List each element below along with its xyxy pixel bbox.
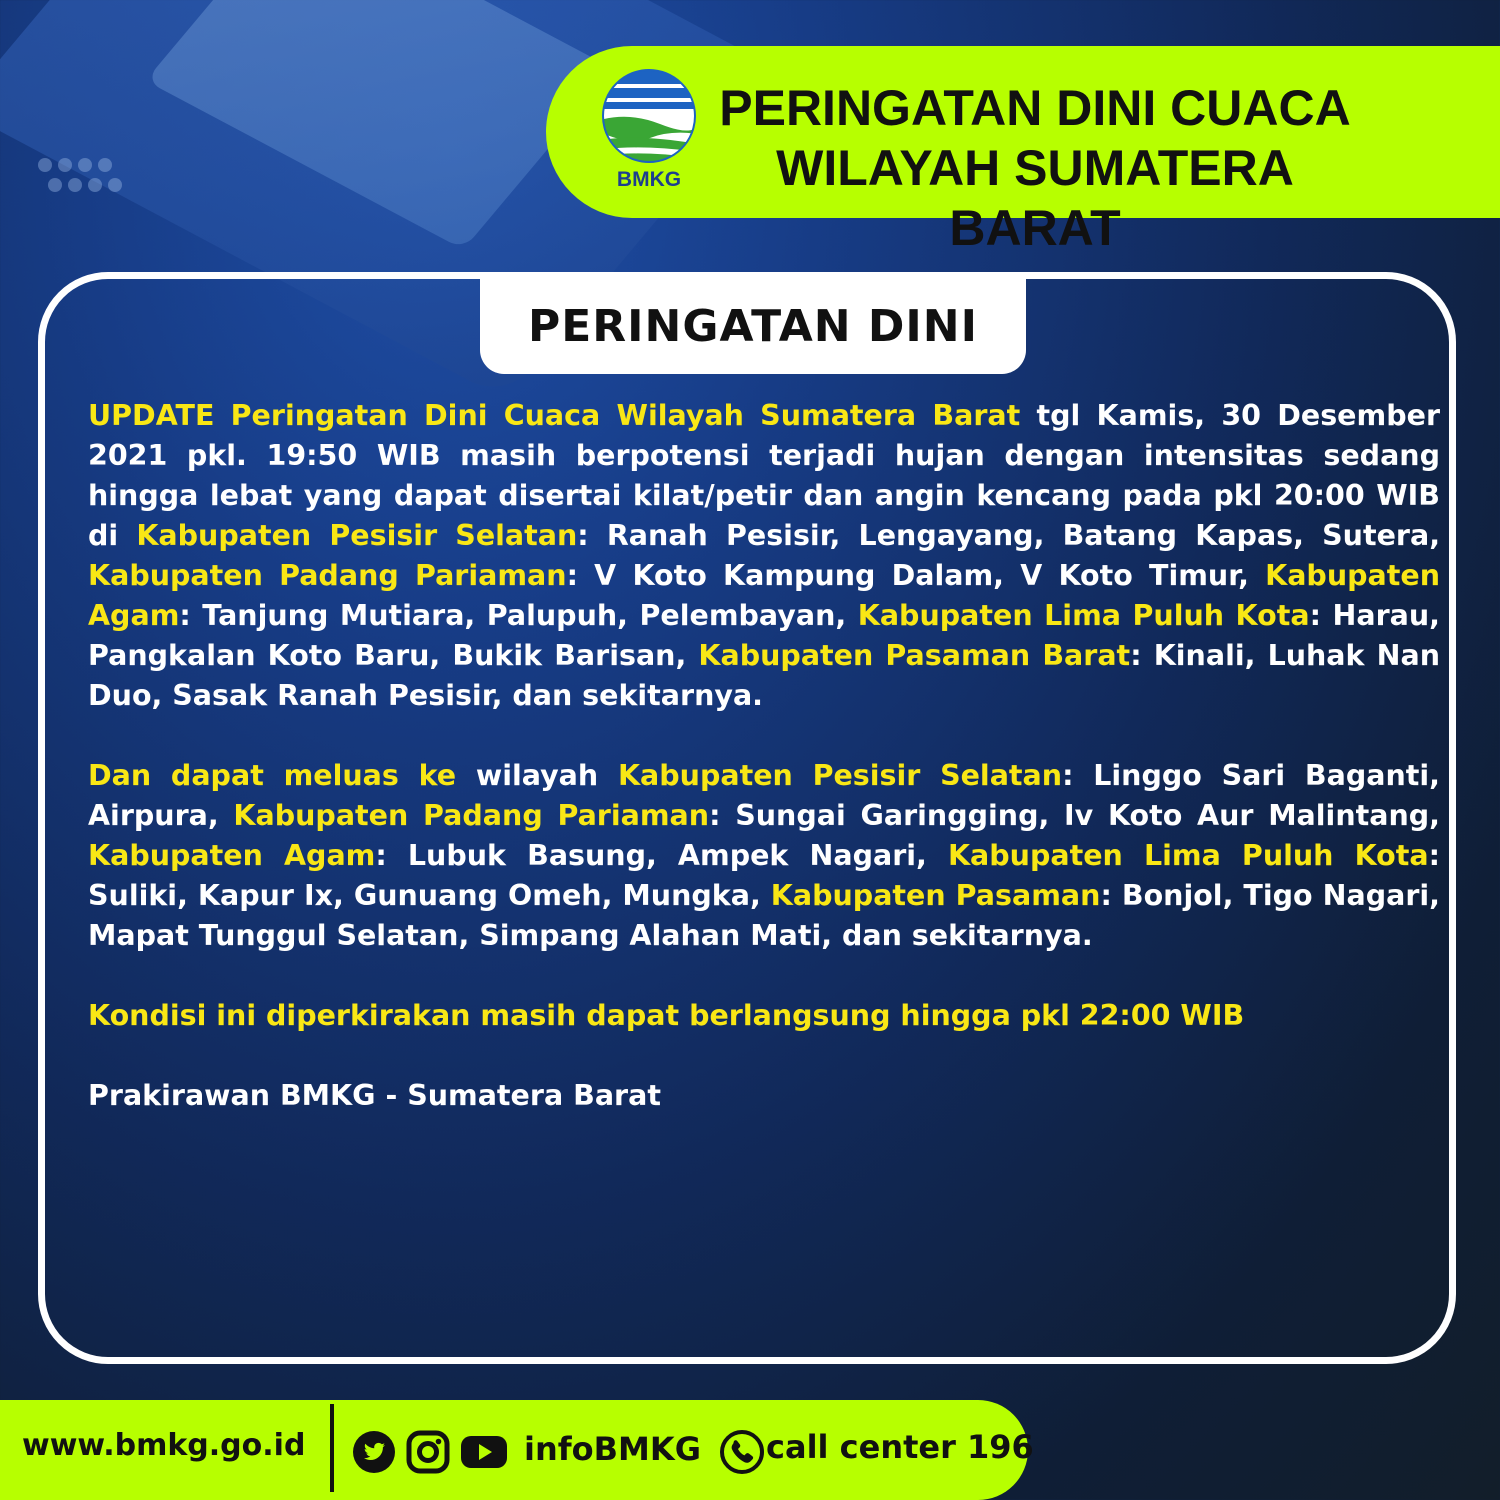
body-text: : Bonjol, Tigo Nagari, Mapat Tunggul Selatan, Simpang Alahan Mati, dan sekitarnya. <box>88 879 1440 952</box>
twitter-icon[interactable] <box>352 1430 396 1474</box>
title-line-1: PERINGATAN DINI CUACA <box>719 80 1351 136</box>
body-text: : Linggo Sari Baganti, Airpura, <box>88 759 1441 832</box>
region-name: Kabupaten Pesisir Selatan <box>136 519 578 552</box>
body-text: : Kinali, Luhak Nan Duo, Sasak Ranah Pesisir, dan sekitarnya. <box>88 639 1440 712</box>
body-text: : Sungai Garingging, Iv Koto Aur Malintang, <box>709 799 1440 832</box>
region-name: Kabupaten Padang Pariaman <box>88 559 567 592</box>
update-paragraph <box>88 396 1440 716</box>
body-text: tgl Kamis, 30 Desember 2021 pkl. 19:50 WIB masih berpotensi terjadi hujan dengan intensitas sedang hingga lebat yang dapat disertai kilat/petir dan angin kencang pada pkl 20:00 WIB di <box>88 399 1440 552</box>
phone-icon <box>720 1430 764 1474</box>
logo-text: BMKG <box>616 168 682 191</box>
card-tab-label: PERINGATAN DINI <box>527 300 978 352</box>
region-name: Kabupaten Pesisir Selatan <box>617 759 1063 792</box>
condition-paragraph <box>88 996 1440 1036</box>
region-name: Kabupaten Pasaman <box>770 879 1101 912</box>
website-link[interactable]: www.bmkg.go.id <box>22 1428 306 1463</box>
expansion-paragraph <box>88 756 1440 956</box>
region-name: Kabupaten Agam <box>88 559 1440 632</box>
body-text: : Tanjung Mutiara, Palupuh, Pelembayan, <box>179 599 858 632</box>
region-name: Kabupaten Lima Puluh Kota <box>857 599 1310 632</box>
body-text: : Harau, Pangkalan Koto Baru, Bukik Barisan, <box>88 599 1440 672</box>
signature: Prakirawan BMKG - Sumatera Barat <box>88 1079 661 1112</box>
region-name: Kabupaten Padang Pariaman <box>233 799 710 832</box>
body-text: : Lubuk Basung, Ampek Nagari, <box>375 839 948 872</box>
social-handle[interactable]: infoBMKG <box>524 1430 701 1468</box>
region-name: Kabupaten Pasaman Barat <box>698 639 1131 672</box>
condition-text: Kondisi ini diperkirakan masih dapat berlangsung hingga pkl 22:00 WIB <box>88 999 1245 1032</box>
region-name: Kabupaten Lima Puluh Kota <box>947 839 1429 872</box>
bmkg-logo <box>600 68 698 192</box>
instagram-icon[interactable] <box>406 1430 450 1474</box>
background-dots-decoration <box>30 150 150 210</box>
body-text: : Ranah Pesisir, Lengayang, Batang Kapas, Sutera, <box>577 519 1441 552</box>
footer-divider <box>330 1404 334 1492</box>
card-tab <box>480 278 1026 374</box>
title-line-2: WILAYAH SUMATERA BARAT <box>776 140 1294 256</box>
body-text: wilayah <box>456 759 618 792</box>
youtube-icon[interactable] <box>460 1430 508 1474</box>
region-name: Kabupaten Agam <box>88 839 376 872</box>
highlight-text: UPDATE Peringatan Dini Cuaca Wilayah Sumatera Barat <box>88 399 1021 432</box>
highlight-text: Dan dapat meluas ke <box>88 759 457 792</box>
body-text: : Suliki, Kapur Ix, Gunuang Omeh, Mungka, <box>88 839 1440 912</box>
body-text: : V Koto Kampung Dalam, V Koto Timur, <box>566 559 1266 592</box>
warning-content <box>88 396 1440 1116</box>
call-center-label[interactable]: call center 196 <box>766 1428 1034 1466</box>
page-title <box>700 78 1370 258</box>
